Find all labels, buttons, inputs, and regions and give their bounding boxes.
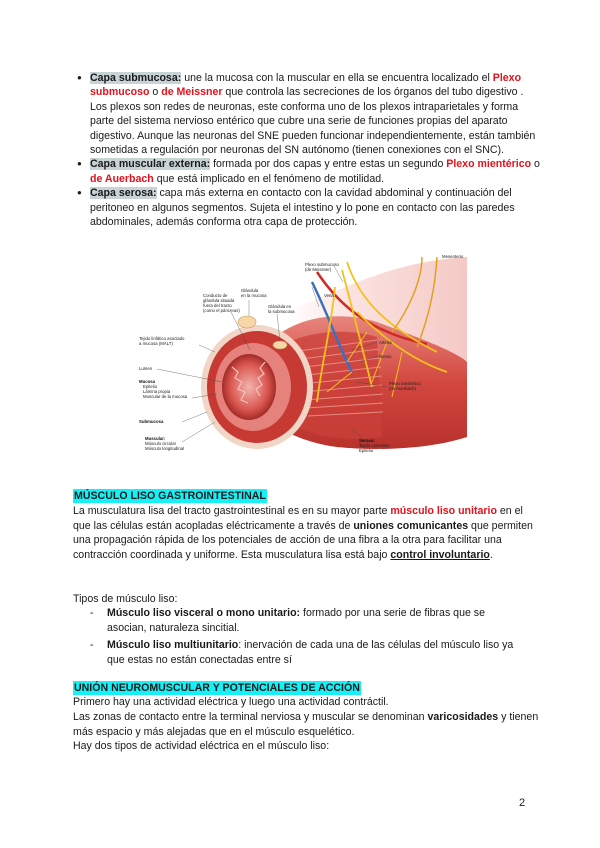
label-glandula-mucosa-2: en la mucosa (241, 293, 267, 298)
bullet-serosa (90, 186, 540, 229)
red-term: Plexo mientérico (446, 158, 532, 171)
list-text: formado por una serie de fibras que se asocian, naturaleza sincitial. (107, 607, 485, 634)
paragraph-text: . (489, 548, 493, 561)
list-item (90, 606, 520, 635)
label-lumen: Lumen (139, 366, 153, 371)
label-tejido-linfatico-2: a mucosa (MALT) (139, 341, 173, 346)
paragraph-text: y tienen más espacio y más alejadas que en el músculo esquelético. (73, 711, 539, 738)
term-muscular-externa: Capa muscular externa: (90, 158, 211, 171)
paragraph-text: en el que las células están acopladas eléctricamente a través de (73, 505, 523, 532)
label-tejido-conectivo: Tejido conectivo (359, 443, 390, 448)
page-number: 2 (519, 797, 526, 809)
label-tejido-linfatico: Tejido linfático asociado (139, 336, 185, 341)
paragraph-union-1: Primero hay una actividad eléctrica y luego una actividad contráctil. (73, 696, 389, 708)
label-conducto-2: glándula situada (203, 298, 235, 303)
bullet-text: o (531, 158, 540, 171)
label-vena: Vena (324, 293, 334, 298)
label-muscular: Muscular: (145, 436, 166, 441)
label-plexo-submucoso: Plexo submucoso (305, 262, 339, 267)
bullet-submucosa (90, 71, 540, 157)
bold-term: uniones comunicantes (353, 519, 469, 532)
submucosal-gland (273, 341, 287, 349)
paragraph-musculo-liso (73, 504, 543, 562)
red-term: Plexo submucoso (90, 72, 522, 99)
label-de-meissner: (de Meissner) (305, 267, 332, 272)
label-mesenterio: Mesenterio (442, 254, 464, 259)
label-glandula-submucosa-2: la submucosa (268, 309, 295, 314)
heading-union-neuromuscular: UNIÓN NEUROMUSCULAR Y POTENCIALES DE ACCIÓN (74, 682, 360, 694)
red-term: de Auerbach (90, 172, 154, 185)
term-submucosa: Capa submucosa: (90, 72, 182, 84)
list-item (90, 638, 520, 667)
label-serosa: Serosa: (359, 438, 375, 443)
label-conducto-4: (como el páncreas) (203, 308, 240, 313)
paragraph-text: Las zonas de contacto entre la terminal nerviosa y muscular se denominan (73, 711, 428, 723)
tipos-label: Tipos de músculo liso: (73, 593, 178, 605)
label-submucosa: Submucosa (139, 419, 164, 424)
layer-bullet-list (90, 71, 540, 229)
label-musculo-circular: Músculo circular (145, 441, 177, 446)
label-epitelio: Epitelio (143, 384, 158, 389)
label-conducto-3: fuera del tracto (203, 303, 232, 308)
bullet-muscular-externa (90, 157, 540, 186)
label-epitelio-serosa: Epitelio (359, 448, 374, 453)
label-lamina-propia: Lámina propia (143, 389, 171, 394)
label-arteria: Arteria (379, 340, 392, 345)
red-term: músculo liso unitario (390, 505, 497, 517)
term-serosa: Capa serosa: (90, 187, 157, 200)
paragraph-text: que permiten una propagación rápida de los potenciales de acción de una fibra a la otra para facilitar una contracción coordinada y uniforme. Esta musculatura lisa está bajo (73, 519, 533, 561)
tipos-list (90, 606, 520, 670)
label-mucosa: Mucosa (139, 379, 155, 384)
paragraph-union-2 (73, 710, 543, 739)
list-term: Músculo liso multiunitario (107, 639, 239, 652)
lumen-area (222, 354, 276, 420)
list-term: Músculo liso visceral o mono unitario: (107, 607, 301, 619)
gi-wall-anatomy-figure (137, 252, 467, 467)
red-term: de Meissner (161, 86, 223, 99)
label-nervio: Nervio (379, 354, 392, 359)
underlined-term: control involuntario (390, 548, 490, 561)
bullet-text: capa más externa en contacto con la cavidad abdominal y continuación del peritoneo en algunos segmentos. Sujeta el intestino y lo pone en contacto con las paredes abdominales, además conforma otra capa de protección. (90, 187, 515, 229)
bullet-text: une la mucosa con la muscular en ella se encuentra localizado el (181, 72, 493, 84)
bullet-text: formada por dos capas y entre estas un segundo (210, 158, 447, 171)
label-de-auerbach: (de Auerbach) (389, 386, 416, 391)
bullet-text: que está implicado en el fenómeno de motilidad. (153, 172, 385, 185)
paragraph-text: La musculatura lisa del tracto gastrointestinal es en su mayor parte (73, 505, 391, 517)
label-plexo-mienterico: Plexo mientérico (389, 381, 421, 386)
label-musculo-longitudinal: Músculo longitudinal (145, 446, 184, 451)
label-conducto: Conducto de (203, 293, 228, 298)
label-glandula-submucosa: Glándula en (268, 304, 292, 309)
bullet-text: que controla las secreciones de los órganos del tubo digestivo . Los plexos son redes de neuronas, este conforma uno de los plexos intraparietales y forma parte del sistema nervioso entérico que cubre una serie de funciones propias del aparato digestivo. Aunque las neuronas del SNE pueden funcionar independientemente, están también sometidas a regulación por neuronas del SN autónomo (tienen conexiones con el SNC). (90, 86, 536, 157)
bold-term: varicosidades (427, 711, 499, 723)
mucosal-gland (238, 316, 256, 328)
label-glandula-mucosa: Glándula (241, 288, 259, 293)
heading-musculo-liso: MÚSCULO LISO GASTROINTESTINAL (74, 490, 266, 502)
paragraph-union-3: Hay dos tipos de actividad eléctrica en el músculo liso: (73, 740, 330, 752)
label-muscular-mucosa: Muscular de la mucosa (143, 394, 188, 399)
bullet-text: o (149, 86, 162, 99)
list-text: : inervación de cada una de las células del músculo liso ya que estas no están conectadas entre sí (107, 639, 514, 666)
